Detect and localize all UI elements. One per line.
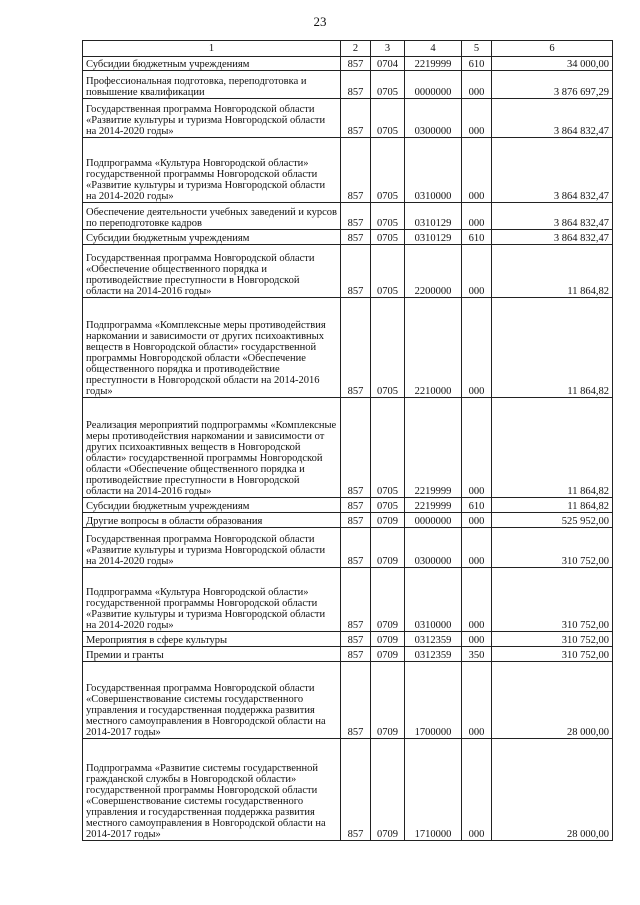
row-name: Субсидии бюджетным учреждениям: [83, 498, 341, 513]
row-amount: 11 864,82: [492, 298, 613, 398]
row-code-5: 000: [462, 398, 492, 498]
row-amount: 310 752,00: [492, 632, 613, 647]
row-amount: 11 864,82: [492, 245, 613, 298]
row-amount: 310 752,00: [492, 528, 613, 568]
row-amount: 3 864 832,47: [492, 138, 613, 203]
table-row: [83, 739, 613, 841]
row-code-4: 2210000: [405, 298, 462, 398]
row-amount: 11 864,82: [492, 498, 613, 513]
row-amount: 3 864 832,47: [492, 99, 613, 138]
row-code-2: 857: [341, 99, 371, 138]
table-row: [83, 138, 613, 203]
row-name: Реализация мероприятий подпрограммы «Комплексные меры противодействия наркомании и зависимости от других психоактивных веществ в Новгородской области» государственной программы Новгородской области «Обеспечение общественного порядка и противодействие преступности в Новгородской области на 2014-2016 годы»: [83, 398, 341, 498]
row-code-3: 0705: [371, 298, 405, 398]
row-name: Профессиональная подготовка, переподготовка и повышение квалификации: [83, 71, 341, 99]
row-code-4: 0310129: [405, 203, 462, 230]
row-code-3: 0705: [371, 398, 405, 498]
row-code-4: 2200000: [405, 245, 462, 298]
row-name: Государственная программа Новгородской области «Развитие культуры и туризма Новгородской области на 2014-2020 годы»: [83, 99, 341, 138]
row-name: Премии и гранты: [83, 647, 341, 662]
table-row: [83, 99, 613, 138]
row-code-4: 2219999: [405, 398, 462, 498]
row-code-3: 0709: [371, 647, 405, 662]
header-col-1: 1: [83, 41, 341, 57]
row-code-5: 000: [462, 138, 492, 203]
row-name: Подпрограмма «Культура Новгородской области» государственной программы Новгородской области «Развитие культуры и туризма Новгородской области на 2014-2020 годы»: [83, 568, 341, 632]
row-code-5: 000: [462, 71, 492, 99]
header-col-4: 4: [405, 41, 462, 57]
row-code-3: 0705: [371, 203, 405, 230]
row-name: Государственная программа Новгородской области «Обеспечение общественного порядка и противодействие преступности в Новгородской области на 2014-2016 годы»: [83, 245, 341, 298]
table-row: [83, 662, 613, 739]
row-code-4: 0310000: [405, 568, 462, 632]
row-code-5: 000: [462, 662, 492, 739]
row-code-2: 857: [341, 647, 371, 662]
row-code-3: 0705: [371, 245, 405, 298]
row-name: Субсидии бюджетным учреждениям: [83, 57, 341, 71]
row-code-2: 857: [341, 245, 371, 298]
table-row: [83, 298, 613, 398]
row-code-2: 857: [341, 528, 371, 568]
budget-table: [82, 40, 613, 841]
row-name: Мероприятия в сфере культуры: [83, 632, 341, 647]
table-row: [83, 203, 613, 230]
row-code-3: 0705: [371, 498, 405, 513]
row-code-4: 0310129: [405, 230, 462, 245]
table-row: [83, 57, 613, 71]
row-amount: 34 000,00: [492, 57, 613, 71]
row-code-5: 350: [462, 647, 492, 662]
row-code-3: 0705: [371, 99, 405, 138]
row-code-4: 1700000: [405, 662, 462, 739]
row-amount: 525 952,00: [492, 513, 613, 528]
header-col-6: 6: [492, 41, 613, 57]
row-code-4: 1710000: [405, 739, 462, 841]
row-code-4: 0300000: [405, 528, 462, 568]
table-row: [83, 528, 613, 568]
row-code-4: 2219999: [405, 498, 462, 513]
table-row: [83, 513, 613, 528]
row-code-2: 857: [341, 298, 371, 398]
row-code-2: 857: [341, 398, 371, 498]
row-code-5: 000: [462, 632, 492, 647]
row-code-2: 857: [341, 203, 371, 230]
row-code-4: 0312359: [405, 632, 462, 647]
row-code-4: 0310000: [405, 138, 462, 203]
row-code-4: 0312359: [405, 647, 462, 662]
row-amount: 3 864 832,47: [492, 203, 613, 230]
row-code-3: 0709: [371, 528, 405, 568]
row-code-2: 857: [341, 662, 371, 739]
row-amount: 310 752,00: [492, 647, 613, 662]
row-code-2: 857: [341, 739, 371, 841]
page-number: 23: [313, 14, 327, 29]
table-row: [83, 245, 613, 298]
row-code-3: 0704: [371, 57, 405, 71]
row-code-4: 0000000: [405, 513, 462, 528]
row-code-5: 610: [462, 498, 492, 513]
header-col-2: 2: [341, 41, 371, 57]
row-code-2: 857: [341, 71, 371, 99]
row-code-3: 0705: [371, 71, 405, 99]
table-body: [83, 57, 613, 841]
row-name: Подпрограмма «Комплексные меры противодействия наркомании и зависимости от других психоактивных веществ в Новгородской области» государственной программы Новгородской области «Обеспечение общественного порядка и противодействие преступности в Новгородской области на 2014-2016 годы»: [83, 298, 341, 398]
row-code-2: 857: [341, 632, 371, 647]
row-name: Другие вопросы в области образования: [83, 513, 341, 528]
row-code-3: 0705: [371, 138, 405, 203]
row-name: Государственная программа Новгородской области «Совершенствование системы государственного управления и государственная поддержка развития местного самоуправления в Новгородской области на 2014-2017 годы»: [83, 662, 341, 739]
row-code-5: 610: [462, 230, 492, 245]
row-code-5: 000: [462, 245, 492, 298]
row-code-5: 000: [462, 513, 492, 528]
table-row: [83, 647, 613, 662]
header-row: [83, 41, 613, 57]
row-amount: 28 000,00: [492, 739, 613, 841]
table-row: [83, 632, 613, 647]
table-row: [83, 568, 613, 632]
row-code-3: 0709: [371, 632, 405, 647]
row-code-5: 000: [462, 298, 492, 398]
row-code-4: 0300000: [405, 99, 462, 138]
row-amount: 3 864 832,47: [492, 230, 613, 245]
row-code-5: 610: [462, 57, 492, 71]
row-code-3: 0705: [371, 230, 405, 245]
row-code-5: 000: [462, 568, 492, 632]
row-amount: 28 000,00: [492, 662, 613, 739]
table-row: [83, 230, 613, 245]
row-code-3: 0709: [371, 513, 405, 528]
row-amount: 310 752,00: [492, 568, 613, 632]
row-code-2: 857: [341, 138, 371, 203]
row-code-5: 000: [462, 99, 492, 138]
header-col-5: 5: [462, 41, 492, 57]
row-code-2: 857: [341, 498, 371, 513]
row-name: Подпрограмма «Развитие системы государственной гражданской службы в Новгородской области» государственной программы Новгородской области «Совершенствование системы государственного управления и государственная поддержка развития местного самоуправления в Новгородской области на 2014-2017 годы»: [83, 739, 341, 841]
row-amount: 3 876 697,29: [492, 71, 613, 99]
row-amount: 11 864,82: [492, 398, 613, 498]
row-code-5: 000: [462, 528, 492, 568]
row-name: Государственная программа Новгородской области «Развитие культуры и туризма Новгородской области на 2014-2020 годы»: [83, 528, 341, 568]
row-code-4: 0000000: [405, 71, 462, 99]
row-code-3: 0709: [371, 739, 405, 841]
row-code-3: 0709: [371, 662, 405, 739]
row-code-4: 2219999: [405, 57, 462, 71]
row-code-5: 000: [462, 203, 492, 230]
row-code-2: 857: [341, 568, 371, 632]
row-code-2: 857: [341, 513, 371, 528]
table-row: [83, 398, 613, 498]
row-name: Субсидии бюджетным учреждениям: [83, 230, 341, 245]
table-header: [83, 41, 613, 57]
row-code-3: 0709: [371, 568, 405, 632]
row-name: Обеспечение деятельности учебных заведений и курсов по переподготовке кадров: [83, 203, 341, 230]
header-col-3: 3: [371, 41, 405, 57]
row-code-2: 857: [341, 230, 371, 245]
row-code-5: 000: [462, 739, 492, 841]
table-row: [83, 498, 613, 513]
row-name: Подпрограмма «Культура Новгородской области» государственной программы Новгородской области «Развитие культуры и туризма Новгородской области на 2014-2020 годы»: [83, 138, 341, 203]
table-row: [83, 71, 613, 99]
row-code-2: 857: [341, 57, 371, 71]
